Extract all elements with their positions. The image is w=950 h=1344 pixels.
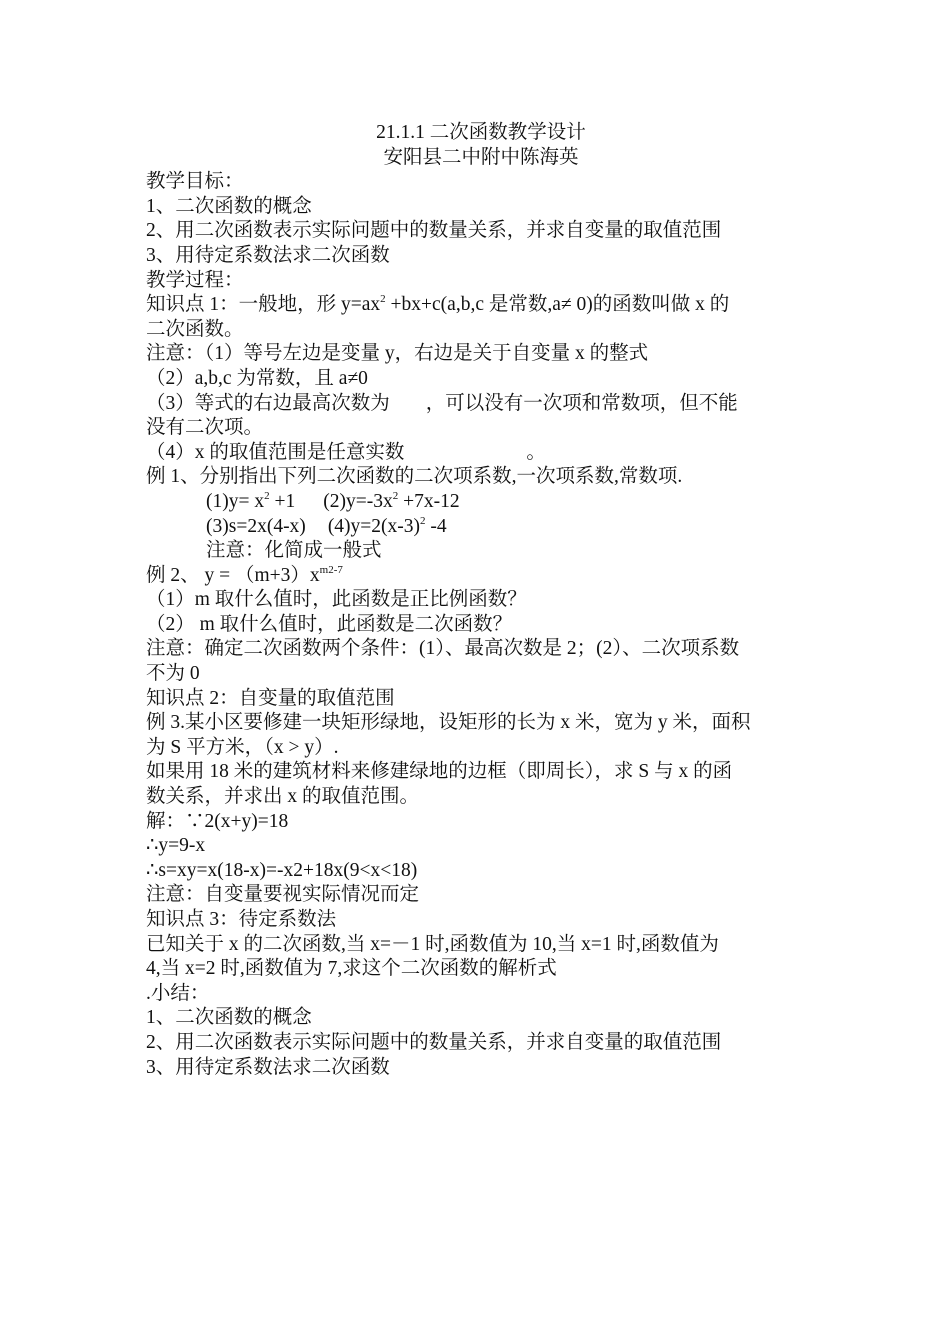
knowledge-point-1-cont: 二次函数。 bbox=[146, 318, 244, 340]
goals-heading: 教学目标： bbox=[146, 171, 244, 193]
doc-author: 安阳县二中附中陈海英 bbox=[383, 146, 579, 168]
example-2: 例 2、 $y = (m+3)x^{m2-7}$ bbox=[146, 563, 343, 586]
example-1: 例 1、分别指出下列二次函数的二次项系数,一次项系数,常数项. bbox=[146, 466, 683, 488]
example-1-items-a: $(1)y= x^2 +1$ $(2)y=-3x^2 +7x-12$ bbox=[206, 489, 460, 512]
solution-line: ∴s=xy=x(18-x)=-x2+18x(9<x<18) bbox=[146, 859, 418, 881]
knowledge-point-3-problem: 已知关于 x 的二次函数,当 x=－1 时,函数值为 10,当 x=1 时,函数值为 bbox=[146, 933, 719, 955]
note-3: （3）等式的右边最高次数为 ，可以没有一次项和常数项，但不能 bbox=[146, 392, 738, 414]
example-2-note: 注意：确定二次函数两个条件：(1）、最高次数是 2；(2）、二次项系数 bbox=[146, 638, 740, 660]
knowledge-point-3: 知识点 3：待定系数法 bbox=[146, 909, 337, 930]
goal-item: 1、二次函数的概念 bbox=[146, 195, 312, 217]
document-body bbox=[146, 121, 816, 1080]
goal-item: 2、用二次函数表示实际问题中的数量关系，并求自变量的取值范围 bbox=[146, 220, 722, 242]
process-heading: 教学过程： bbox=[146, 269, 244, 291]
example-2-note-cont: 不为 0 bbox=[146, 663, 200, 685]
goal-item: 3、用待定系数法求二次函数 bbox=[146, 244, 390, 266]
knowledge-point-1: 知识点 1：一般地，形 $y=ax^2 +bx+c(a,b,c$ 是常数,a≠ 0)的函数叫做 x 的 bbox=[146, 293, 730, 316]
example-3-cont: 数关系，并求出 x 的取值范围。 bbox=[146, 786, 420, 808]
example-1-items-b: (3)s=2x(4-x) $(4)y=2(x-3)^2$ -4 bbox=[206, 514, 447, 537]
note-4: （4）x 的取值范围是任意实数 。 bbox=[146, 441, 546, 463]
summary-item: 3、用待定系数法求二次函数 bbox=[146, 1056, 390, 1078]
solution-note: 注意：自变量要视实际情况而定 bbox=[146, 884, 420, 906]
solution-line: 解：∵2(x+y)=18 bbox=[146, 810, 289, 832]
example-3-cont: 为 S 平方米，（x > y）. bbox=[146, 736, 339, 758]
summary-item: 2、用二次函数表示实际问题中的数量关系，并求自变量的取值范围 bbox=[146, 1031, 722, 1053]
knowledge-point-2: 知识点 2：自变量的取值范围 bbox=[146, 687, 395, 709]
solution-line: ∴y=9-x bbox=[146, 835, 206, 857]
note-2: （2）a,b,c 为常数，且 a≠0 bbox=[146, 367, 368, 389]
note-3-cont: 没有二次项。 bbox=[146, 417, 264, 439]
example-2-q2: （2） m 取什么值时，此函数是二次函数？ bbox=[146, 613, 513, 635]
example-2-q1: （1）m 取什么值时，此函数是正比例函数？ bbox=[146, 589, 527, 611]
knowledge-point-3-problem-cont: 4,当 x=2 时,函数值为 7,求这个二次函数的解析式 bbox=[146, 958, 557, 980]
summary-item: 1、二次函数的概念 bbox=[146, 1007, 312, 1029]
example-1-note: 注意：化简成一般式 bbox=[206, 540, 382, 562]
doc-title: 21.1.1 二次函数教学设计 bbox=[376, 122, 586, 143]
summary-heading: .小结： bbox=[146, 982, 210, 1004]
note-1: 注意：（1）等号左边是变量 y，右边是关于自变量 x 的整式 bbox=[146, 343, 649, 365]
example-3-cont: 如果用 18 米的建筑材料来修建绿地的边框（即周长），求 S 与 x 的函 bbox=[146, 761, 733, 783]
example-3: 例 3.某小区要修建一块矩形绿地，设矩形的长为 x 米，宽为 y 米，面积 bbox=[146, 712, 751, 734]
